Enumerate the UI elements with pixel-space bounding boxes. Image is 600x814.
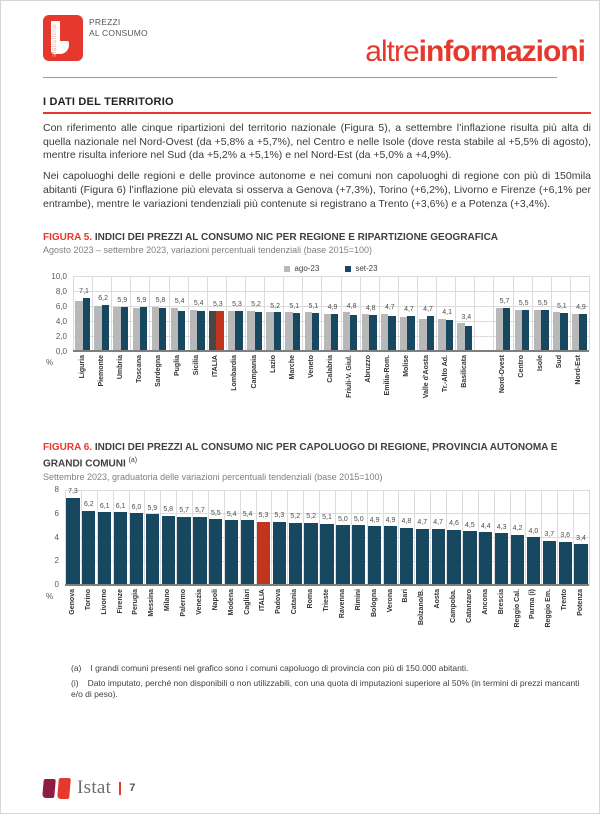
bar-ago-23-Campania	[247, 311, 254, 352]
gridline-vertical	[379, 276, 380, 351]
bar-set-23-Nord-Est	[579, 314, 586, 351]
gridline-vertical	[570, 276, 571, 351]
x-axis-label: Veneto	[307, 355, 315, 379]
x-axis-label: Potenza	[577, 588, 585, 616]
gridline-vertical	[398, 276, 399, 351]
bar-set-23-Campania	[255, 312, 262, 351]
x-axis-label: Brescia	[497, 588, 505, 614]
bar-set-23-Messina	[146, 514, 159, 584]
bar-ago-23-Centro	[515, 310, 522, 351]
x-axis-label: Firenze	[116, 588, 124, 614]
value-label: 5,4	[193, 300, 204, 308]
value-label: 5,7	[195, 507, 205, 515]
gridline-vertical	[321, 276, 322, 351]
bar-set-23-Bolzano/B.	[416, 529, 429, 585]
bar-ago-23-Sardegna	[152, 307, 159, 351]
value-label: 5,4	[242, 510, 253, 518]
bar-set-23-Rimini	[352, 525, 365, 584]
x-axis-label: Bolzano/B.	[418, 588, 426, 625]
brand-line1: PREZZI	[89, 17, 121, 27]
footnote-i	[71, 678, 589, 700]
value-label: 5,3	[258, 512, 269, 520]
bar-ago-23-Sud	[553, 312, 560, 351]
bar-ago-23-Nord-Ovest	[496, 308, 503, 352]
brand-line2: AL CONSUMO	[89, 28, 148, 39]
bar-ago-23-Calabria	[324, 314, 331, 352]
y-axis-tick-label: 6	[54, 508, 59, 518]
bar-set-23-Perugia	[130, 513, 143, 584]
legend-swatch	[345, 266, 351, 272]
y-axis-tick-label: 0,0	[55, 346, 67, 356]
bar-set-23-Milano	[162, 516, 175, 585]
value-label: 4,5	[465, 521, 475, 529]
x-axis-label: Friuli-V. Giul.	[346, 355, 354, 399]
bar-set-23-Trieste	[320, 524, 333, 585]
x-axis-label: Liguria	[78, 355, 86, 379]
bar-set-23-Verona	[384, 526, 397, 584]
value-label: 4,9	[327, 304, 338, 312]
value-label: 5,9	[117, 297, 128, 305]
bar-set-23-Ancona	[479, 532, 492, 584]
x-axis-label: Genova	[68, 588, 76, 615]
figura5-label: FIGURA 5.	[43, 232, 93, 244]
istat-logo-icon	[42, 779, 56, 798]
y-axis-tick-label: 4	[54, 532, 59, 542]
brand-text	[89, 17, 148, 39]
value-label: 3,4	[576, 534, 586, 542]
value-label: 4,8	[346, 302, 357, 310]
x-axis-label: Rimini	[354, 588, 362, 610]
value-label: 4,9	[369, 516, 380, 524]
value-label: 5,3	[212, 301, 223, 309]
value-label: 3,6	[560, 532, 571, 540]
paragraph-1: Con riferimento alle cinque ripartizioni del territorio nazionale (Figura 5), a settembre l’inflazione risulta più alta di quella nazionale nel Nord-Ovest (da +5,8% a +5,7%), nel Centro e nelle Isole (dove resta stabile al +5,5% di agosto), mentre risulta inferiore nel Sud (da +5,2% a +5,1%) e nel Nord-Est (da +5,0% a +4,9%).	[43, 122, 591, 162]
bar-set-23-Puglia	[178, 311, 185, 352]
gridline-vertical	[188, 276, 189, 351]
x-axis-label: Trento	[561, 588, 569, 610]
value-label: 5,0	[353, 515, 364, 523]
x-axis-label: Verona	[386, 588, 394, 612]
gridline-vertical	[341, 276, 342, 351]
x-axis-label: Parma (i)	[529, 588, 537, 619]
x-axis-label: Toscana	[135, 355, 143, 384]
value-label: 4,8	[401, 518, 412, 526]
bar-set-23-Cagliari	[241, 520, 254, 584]
x-axis-label: Roma	[307, 588, 315, 608]
x-axis-label: Trieste	[323, 588, 330, 612]
x-axis-label: Bari	[402, 588, 410, 603]
masthead-title	[365, 37, 589, 67]
value-label: 6,2	[83, 501, 94, 509]
section-title: I DATI DEL TERRITORIO	[43, 96, 174, 108]
bar-ago-23-Lombardia	[228, 311, 235, 352]
masthead-light: altre	[365, 35, 419, 68]
bar-ago-23-Valle d'Aosta	[419, 319, 426, 351]
x-axis-label: Marche	[288, 355, 296, 380]
bar-set-23-ITALIA	[257, 522, 270, 585]
gridline-vertical	[111, 276, 112, 351]
bar-ago-23-ITALIA	[209, 311, 216, 352]
value-label: 5,1	[556, 302, 567, 310]
bar-set-23-Sardegna	[159, 308, 166, 352]
y-axis-tick-label: 6,0	[55, 301, 67, 311]
bar-set-23-Centro	[522, 310, 529, 351]
bar-set-23-Isole	[541, 310, 548, 351]
bar-set-23-Reggio Cal.	[511, 535, 524, 585]
footnote-a-text: I grandi comuni presenti nel grafico sono i comuni capoluogo di provincia con più di 150.000 abitanti.	[90, 662, 469, 673]
bar-set-23-Valle d'Aosta	[427, 316, 434, 351]
value-label: 5,5	[537, 300, 548, 308]
bar-set-23-Catania	[289, 523, 302, 585]
header-divider	[43, 77, 557, 78]
value-label: 4,9	[385, 516, 396, 524]
masthead-bold: informazioni	[418, 35, 585, 68]
gridline-vertical	[264, 276, 265, 351]
gridline-vertical	[589, 276, 590, 351]
gridline-vertical	[283, 276, 284, 351]
value-label: 5,2	[251, 301, 261, 309]
x-axis-label: ITALIA	[259, 588, 267, 611]
value-label: 4,1	[442, 309, 453, 317]
value-label: 5,5	[518, 300, 529, 308]
value-label: 5,8	[163, 506, 174, 514]
x-axis-label: Puglia	[174, 355, 182, 377]
x-axis-label: Emilia-Rom.	[384, 355, 392, 396]
x-axis-label: Reggio Cal.	[513, 588, 521, 628]
x-axis-label: Torino	[84, 588, 92, 610]
gridline-vertical	[532, 276, 533, 351]
gridline-vertical	[245, 276, 246, 351]
x-axis-label: Napoli	[211, 588, 219, 610]
bar-set-23-Reggio Em.	[543, 541, 556, 585]
bar-set-23-Sud	[560, 313, 567, 351]
bar-ago-23-Tr.-Alto Ad.	[438, 319, 445, 351]
bar-set-23-Potenza	[574, 544, 587, 584]
bar-ago-23-Abruzzo	[362, 314, 369, 351]
gridline-vertical	[149, 276, 150, 351]
x-axis-label: Valle d'Aosta	[422, 355, 430, 399]
bar-ago-23-Piemonte	[94, 306, 101, 351]
value-label: 4,3	[496, 523, 507, 531]
value-label: 4,7	[423, 306, 433, 314]
y-axis-unit-label: %	[46, 591, 54, 601]
x-axis-label: Venezia	[195, 588, 203, 615]
legend-item-ago-23	[284, 264, 319, 273]
value-label: 4,9	[576, 304, 586, 312]
x-axis-label: Sardegna	[155, 355, 162, 388]
x-axis-line	[65, 584, 589, 586]
figura6-caption	[43, 441, 591, 470]
page-header	[1, 1, 599, 78]
legend-label: ago-23	[294, 264, 320, 274]
value-label: 3,7	[544, 531, 555, 539]
bar-set-23-Palermo	[177, 517, 190, 585]
bar-set-23-Livorno	[98, 512, 111, 584]
value-label: 7,1	[79, 288, 89, 296]
bar-ago-23-Basilicata	[457, 323, 464, 351]
gridline-vertical	[493, 276, 494, 351]
x-axis-label: Piemonte	[97, 355, 105, 387]
value-label: 5,7	[179, 507, 189, 515]
bar-ago-23-Nord-Est	[572, 314, 579, 352]
value-label: 4,4	[480, 522, 491, 530]
x-axis-label: Tr.-Alto Ad.	[441, 355, 449, 393]
y-axis-tick-label: 2,0	[55, 331, 67, 341]
value-label: 6,1	[99, 502, 110, 510]
x-axis-label: Reggio Em.	[545, 588, 553, 628]
x-axis-label: ITALIA	[212, 355, 220, 378]
bar-set-23-Catanzaro	[463, 531, 476, 584]
legend-item-set-23	[345, 264, 377, 273]
bar-set-23-Veneto	[312, 313, 319, 351]
figura5-title: INDICI DEI PREZZI AL CONSUMO NIC PER REGIONE E RIPARTIZIONE GEOGRAFICA	[94, 232, 499, 244]
value-label: 4,7	[433, 519, 443, 527]
x-axis-label: Basilicata	[460, 355, 468, 388]
y-axis-tick-label: 2	[54, 556, 59, 566]
bar-set-23-Parma (i)	[527, 537, 540, 585]
x-axis-label: Nord-Est	[575, 355, 583, 385]
figura6-title-note: (a)	[128, 457, 138, 465]
y-axis-tick-label: 0	[54, 580, 59, 590]
x-axis-label: Ancona	[481, 588, 489, 615]
bar-set-23-Toscana	[140, 307, 147, 351]
bar-set-23-Sicilia	[197, 311, 204, 352]
value-label: 5,4	[226, 510, 237, 518]
bar-set-23-Venezia	[193, 517, 206, 585]
figura6-subtitle: Settembre 2023, graduatoria delle variazioni percentuali tendenziali (base 2015=100)	[43, 471, 383, 482]
footnote-a-label: (a)	[71, 662, 82, 673]
value-label: 4,8	[365, 304, 376, 312]
x-axis-label: Lazio	[269, 355, 277, 374]
istat-logo-icon	[57, 778, 71, 799]
x-axis-label: Umbria	[116, 355, 124, 380]
footnotes	[43, 663, 591, 700]
gridline-vertical	[207, 276, 208, 351]
x-axis-label: Modena	[227, 588, 235, 615]
value-label: 4,7	[417, 519, 428, 527]
figura5-chart	[43, 271, 591, 425]
bar-set-23-Lazio	[274, 312, 281, 351]
gridline-vertical	[302, 276, 303, 351]
x-axis-label: Cagliari	[243, 588, 251, 615]
x-axis-label: Centro	[518, 355, 526, 378]
bar-set-23-Nord-Ovest	[503, 308, 510, 351]
istat-statistiche-logo-icon	[43, 15, 83, 61]
figura5-subtitle: Agosto 2023 – settembre 2023, variazioni percentuali tendenziali (base 2015=100)	[43, 245, 372, 256]
value-label: 5,3	[274, 512, 285, 520]
paragraph-2: Nei capoluoghi delle regioni e delle province autonome e nei comuni non capoluoghi di regione con più di 150mila abitanti (Figura 6) l’inflazione più elevata si osserva a Genova (+7,3%), Torino (+6,2%), Livorno e Firenze (+6,1% per entrambe), mentre le variazioni tendenziali più contenute si registrano a Trento (+3,6%) e a Potenza (+3,4%).	[43, 170, 591, 210]
bar-ago-23-Sicilia	[190, 310, 197, 351]
x-axis-label: Isole	[537, 355, 545, 372]
value-label: 5,1	[289, 302, 300, 310]
bar-set-23-Torino	[82, 511, 95, 585]
bar-set-23-Emilia-Rom.	[388, 316, 395, 351]
bar-set-23-Ravenna	[336, 525, 349, 584]
figura6-label: FIGURA 6.	[43, 442, 93, 454]
value-label: 5,0	[338, 515, 348, 523]
page-content	[1, 96, 600, 700]
value-label: 4,6	[449, 520, 459, 528]
x-axis-label: Livorno	[100, 588, 108, 615]
bar-ago-23-Veneto	[305, 312, 312, 351]
bar-ago-23-Isole	[534, 310, 541, 351]
figura5-legend	[73, 264, 589, 273]
value-label: 4,0	[528, 527, 539, 535]
x-axis-line	[73, 350, 589, 352]
page-number: 7	[129, 782, 136, 794]
value-label: 4,7	[404, 306, 414, 314]
legend-label: set-23	[355, 264, 378, 274]
bar-ago-23-Marche	[285, 312, 292, 351]
value-label: 3,4	[461, 313, 472, 321]
value-label: 5,2	[306, 513, 316, 521]
bar-set-23-Abruzzo	[369, 315, 376, 351]
value-label: 5,5	[210, 509, 221, 517]
bar-set-23-Padova	[273, 522, 286, 585]
bar-set-23-Calabria	[331, 314, 338, 351]
x-axis-label: Sud	[556, 355, 564, 369]
gridline-vertical	[92, 276, 93, 351]
bar-set-23-Aosta	[432, 529, 445, 585]
bar-ago-23-Molise	[400, 317, 407, 351]
y-axis-unit-label: %	[46, 358, 54, 368]
istat-logo-text: Istat	[77, 777, 112, 798]
gridline-vertical	[73, 276, 74, 351]
brand-block	[43, 15, 148, 61]
x-axis-label: Bologna	[370, 588, 378, 617]
gridline-vertical	[551, 276, 552, 351]
x-axis-label: Calabria	[327, 355, 334, 383]
bar-set-23-ITALIA	[216, 311, 223, 351]
bar-set-23-Brescia	[495, 533, 508, 584]
x-axis-label: Messina	[148, 588, 156, 617]
x-axis-label: Molise	[403, 355, 411, 378]
value-label: 5,2	[270, 302, 281, 310]
x-axis-label: Padova	[275, 588, 283, 614]
figura5-caption	[43, 231, 591, 244]
bar-set-23-Bologna	[368, 526, 381, 584]
bar-set-23-Basilicata	[465, 326, 472, 352]
bar-set-23-Campoba.	[447, 530, 460, 585]
value-label: 7,3	[68, 488, 78, 496]
bar-set-23-Napoli	[209, 519, 222, 584]
value-label: 4,7	[384, 304, 395, 312]
x-axis-label: Milano	[164, 588, 172, 611]
value-label: 6,1	[115, 502, 126, 510]
y-axis-tick-label: 4,0	[55, 316, 67, 326]
value-label: 6,2	[98, 295, 109, 303]
gridline-vertical	[130, 276, 131, 351]
bar-ago-23-Umbria	[113, 307, 120, 351]
value-label: 5,1	[308, 302, 319, 310]
x-axis-label: Nord-Ovest	[499, 355, 506, 394]
value-label: 5,9	[147, 504, 158, 512]
bar-set-23-Genova	[66, 498, 79, 585]
bar-set-23-Molise	[407, 316, 414, 351]
bar-set-23-Marche	[293, 313, 300, 351]
bar-set-23-Modena	[225, 520, 238, 584]
gridline-vertical	[226, 276, 227, 351]
y-axis-tick-label: 8,0	[55, 286, 67, 296]
value-label: 5,9	[136, 297, 147, 305]
gridline-vertical	[360, 276, 361, 351]
bar-ago-23-Lazio	[266, 312, 273, 351]
figura6-chart	[43, 485, 591, 649]
bar-set-23-Liguria	[83, 298, 90, 351]
page-footer	[43, 777, 135, 799]
footnote-i-label: (i)	[71, 677, 79, 688]
x-axis-label: Campania	[250, 355, 258, 389]
bar-ago-23-Toscana	[133, 308, 140, 352]
y-axis-tick-label: 8	[54, 485, 59, 495]
gridline-vertical	[417, 276, 418, 351]
gridline-vertical	[513, 276, 514, 351]
x-axis-label: Palermo	[180, 588, 188, 617]
value-label: 6,0	[131, 503, 142, 511]
bar-set-23-Bari	[400, 528, 413, 585]
value-label: 5,4	[174, 298, 185, 306]
bar-set-23-Roma	[304, 523, 317, 585]
x-axis-label: Catanzaro	[465, 588, 473, 623]
bar-ago-23-Emilia-Rom.	[381, 314, 388, 352]
bar-ago-23-Liguria	[75, 301, 82, 351]
value-label: 5,8	[155, 297, 166, 305]
bar-set-23-Piemonte	[102, 305, 109, 352]
section-title-rule	[43, 112, 591, 114]
x-axis-label: Perugia	[132, 588, 140, 615]
bar-set-23-Tr.-Alto Ad.	[446, 320, 453, 351]
bar-set-23-Trento	[559, 542, 572, 585]
value-label: 5,3	[232, 301, 242, 309]
value-label: 5,7	[499, 298, 510, 306]
value-label: 5,1	[322, 514, 332, 522]
value-label: 4,2	[512, 525, 523, 533]
x-axis-label: Catania	[291, 588, 299, 614]
bar-ago-23-Friuli-V. Giul.	[343, 312, 350, 351]
value-label: 5,2	[290, 513, 301, 521]
x-axis-label: Aosta	[434, 588, 442, 608]
y-axis-tick-label: 10,0	[51, 271, 67, 281]
x-axis-label: Campoba.	[450, 588, 458, 623]
x-axis-label: Sicilia	[193, 355, 201, 376]
x-axis-label: Abruzzo	[365, 355, 373, 383]
x-axis-label: Lombardia	[231, 355, 239, 392]
bar-set-23-Firenze	[114, 512, 127, 584]
x-axis-label: Ravenna	[338, 588, 346, 618]
figura6-title: INDICI DEI PREZZI AL CONSUMO NIC PER CAPOLUOGO DI REGIONE, PROVINCIA AUTONOMA E GRANDI COMUNI	[43, 442, 558, 470]
bar-set-23-Friuli-V. Giul.	[350, 315, 357, 351]
gridline-vertical	[169, 276, 170, 351]
footnote-i-text: Dato imputato, perché non disponibili o non utilizzabili, con una quota di imputazioni superiore al 50% (in termini di prezzi mancanti e/o di peso).	[71, 677, 580, 699]
bar-ago-23-Puglia	[171, 308, 178, 352]
bar-set-23-Lombardia	[235, 311, 242, 351]
footnote-a	[71, 663, 589, 674]
footer-divider	[119, 782, 121, 795]
logo-vertical-text: statistiche	[50, 23, 58, 57]
legend-swatch	[284, 266, 290, 272]
bar-set-23-Umbria	[121, 307, 128, 351]
